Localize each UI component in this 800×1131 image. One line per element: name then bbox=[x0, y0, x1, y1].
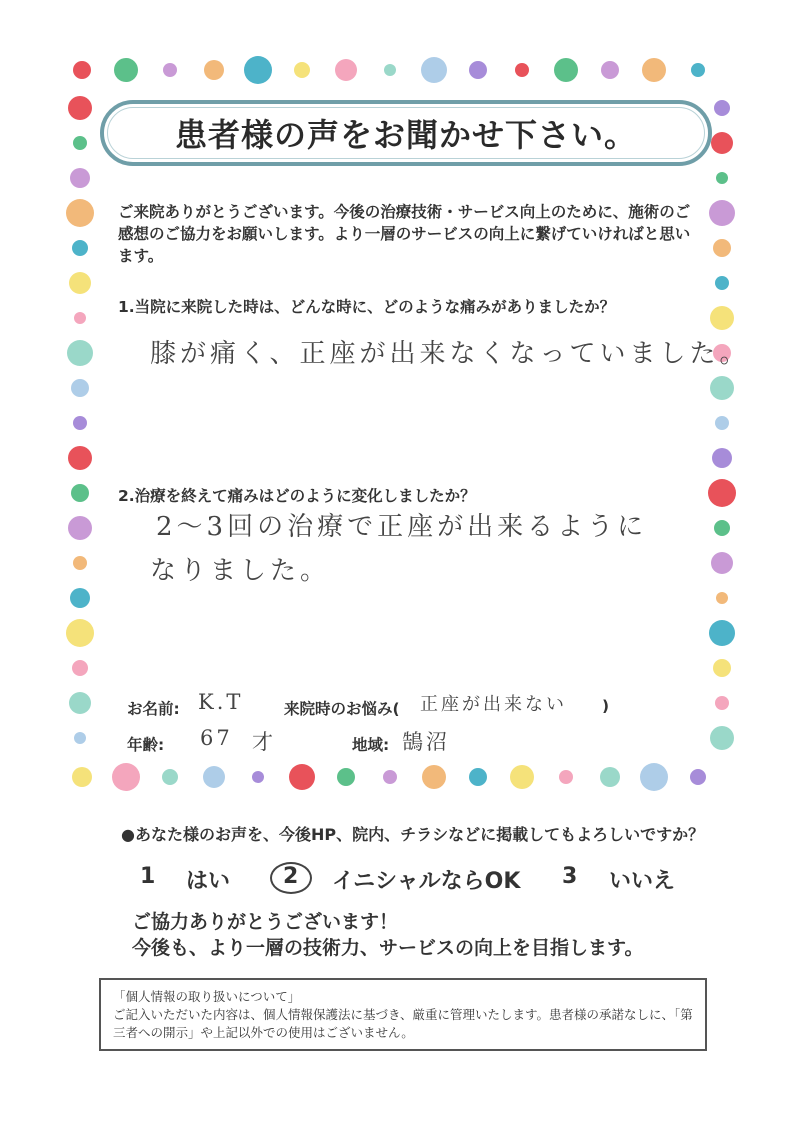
privacy-body: ご記入いただいた内容は、個人情報保護法に基づき、厳重に管理いたします。患者様の承諾なしに、「第三者への開示」や上記以外での使用はございません。 bbox=[113, 1007, 693, 1040]
border-dot bbox=[114, 58, 138, 82]
concern-close: ) bbox=[602, 697, 610, 715]
option-3-number: 3 bbox=[562, 864, 578, 889]
border-dot bbox=[74, 732, 86, 744]
border-dot bbox=[642, 58, 666, 82]
title-banner bbox=[100, 100, 712, 166]
border-dot bbox=[70, 588, 90, 608]
border-dot bbox=[69, 692, 91, 714]
border-dot bbox=[73, 61, 91, 79]
border-dot bbox=[163, 63, 177, 77]
border-dot bbox=[422, 765, 446, 789]
border-dot bbox=[383, 770, 397, 784]
age-value: 67 bbox=[200, 726, 233, 750]
border-dot bbox=[709, 200, 735, 226]
border-dot bbox=[66, 619, 94, 647]
concern-label: 来院時のお悩み( bbox=[284, 700, 400, 718]
border-dot bbox=[68, 96, 92, 120]
consent-question: ●あなた様のお声を、今後HP、院内、チラシなどに掲載してもよろしいですか？ bbox=[121, 825, 705, 844]
border-dot bbox=[68, 446, 92, 470]
border-dot bbox=[204, 60, 224, 80]
border-dot bbox=[72, 240, 88, 256]
border-dot bbox=[74, 312, 86, 324]
border-dot bbox=[515, 63, 529, 77]
border-dot bbox=[73, 416, 87, 430]
option-2-label: イニシャルならOK bbox=[332, 869, 521, 894]
border-dot bbox=[66, 199, 94, 227]
border-dot bbox=[709, 620, 735, 646]
border-dot bbox=[708, 479, 736, 507]
border-dot bbox=[712, 448, 732, 468]
answer-2-line-1: 2〜3回の治療で正座が出来るように bbox=[156, 512, 648, 542]
intro-text: ご来院ありがとうございます。今後の治療技術・サービス向上のために、施術のご感想のご協力をお願いします。より一層のサービスの向上に繋げていければと思います。 bbox=[118, 203, 691, 265]
privacy-heading: 「個人情報の取り扱いについて」 bbox=[113, 989, 301, 1004]
border-dot bbox=[554, 58, 578, 82]
question-1: 1.当院に来院した時は、どんな時に、どのような痛みがありましたか？ bbox=[118, 298, 616, 316]
border-dot bbox=[715, 696, 729, 710]
border-dot bbox=[252, 771, 264, 783]
border-dot bbox=[710, 306, 734, 330]
border-dot bbox=[716, 592, 728, 604]
option-3-label: いいえ bbox=[609, 869, 676, 894]
border-dot bbox=[71, 379, 89, 397]
border-dot bbox=[690, 769, 706, 785]
name-value: K.T bbox=[198, 690, 244, 714]
border-dot bbox=[711, 552, 733, 574]
border-dot bbox=[640, 763, 668, 791]
answer-1: 膝が痛く、正座が出来なくなっていました。 bbox=[150, 339, 750, 369]
border-dot bbox=[70, 168, 90, 188]
border-dot bbox=[73, 556, 87, 570]
border-dot bbox=[162, 769, 178, 785]
area-value: 鵠沼 bbox=[402, 730, 450, 754]
border-dot bbox=[510, 765, 534, 789]
age-label: 年齢: bbox=[127, 736, 165, 754]
border-dot bbox=[713, 659, 731, 677]
answer-2-line-2: なりました。 bbox=[150, 556, 331, 586]
border-dot bbox=[714, 100, 730, 116]
option-2-number: 2 bbox=[283, 864, 299, 889]
border-dot bbox=[601, 61, 619, 79]
name-label: お名前: bbox=[127, 700, 180, 718]
thanks-line-1: ご協力ありがとうございます！ bbox=[132, 911, 399, 933]
border-dot bbox=[469, 768, 487, 786]
border-dot bbox=[600, 767, 620, 787]
border-dot bbox=[71, 484, 89, 502]
privacy-notice bbox=[99, 978, 707, 1051]
border-dot bbox=[715, 276, 729, 290]
question-2: 2.治療を終えて痛みはどのように変化しましたか？ bbox=[118, 487, 476, 505]
border-dot bbox=[713, 239, 731, 257]
border-dot bbox=[710, 376, 734, 400]
border-dot bbox=[421, 57, 447, 83]
border-dot bbox=[244, 56, 272, 84]
area-label: 地域: bbox=[352, 736, 390, 754]
option-1-number: 1 bbox=[140, 864, 156, 889]
border-dot bbox=[384, 64, 396, 76]
border-dot bbox=[714, 520, 730, 536]
border-dot bbox=[469, 61, 487, 79]
border-dot bbox=[294, 62, 310, 78]
border-dot bbox=[203, 766, 225, 788]
border-dot bbox=[716, 172, 728, 184]
concern-value: 正座が出来ない bbox=[420, 694, 567, 715]
border-dot bbox=[337, 768, 355, 786]
border-dot bbox=[67, 340, 93, 366]
border-dot bbox=[72, 767, 92, 787]
border-dot bbox=[112, 763, 140, 791]
thanks-line-2: 今後も、より一層の技術力、サービスの向上を目指します。 bbox=[132, 937, 644, 959]
border-dot bbox=[559, 770, 573, 784]
border-dot bbox=[711, 132, 733, 154]
age-unit: 才 bbox=[252, 730, 276, 754]
border-dot bbox=[73, 136, 87, 150]
border-dot bbox=[289, 764, 315, 790]
option-1-label: はい bbox=[186, 869, 231, 894]
border-dot bbox=[715, 416, 729, 430]
border-dot bbox=[68, 516, 92, 540]
border-dot bbox=[72, 660, 88, 676]
border-dot bbox=[691, 63, 705, 77]
border-dot bbox=[335, 59, 357, 81]
border-dot bbox=[69, 272, 91, 294]
page-title: 患者様の声をお聞かせ下さい。 bbox=[174, 116, 637, 154]
border-dot bbox=[710, 726, 734, 750]
